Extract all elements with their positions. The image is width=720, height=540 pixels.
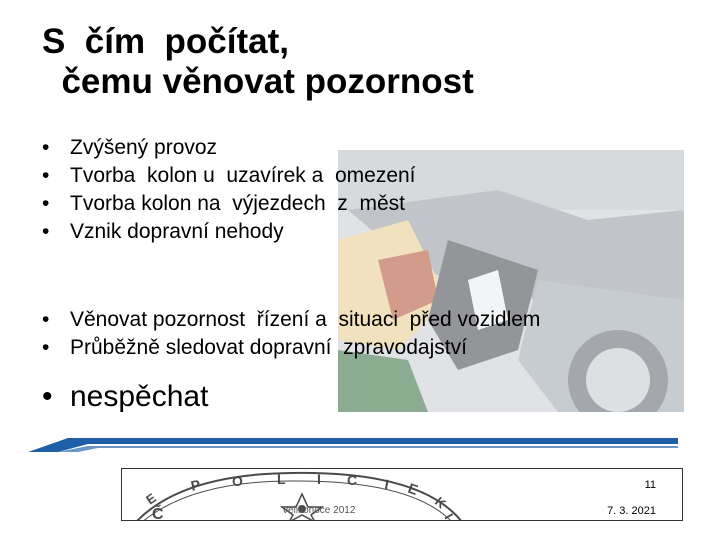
footer — [121, 468, 683, 521]
svg-text:E: E — [405, 479, 421, 499]
police-emblem-icon — [122, 469, 683, 521]
svg-text:E: E — [143, 490, 159, 508]
svg-text:L: L — [277, 471, 286, 487]
footer-text: Velikonoce 2012 — [282, 505, 356, 516]
bullet-item: • Zvýšený provoz — [42, 134, 416, 162]
svg-text:Č: Č — [152, 506, 164, 522]
svg-text:I: I — [441, 511, 457, 522]
bullet-list-considerations — [42, 134, 416, 246]
slide-title: S čím počítat, čemu věnovat pozornost — [42, 22, 474, 101]
bullet-item: • Věnovat pozornost řízení a situaci před vozidlem — [42, 306, 540, 334]
svg-text:P: P — [189, 476, 202, 494]
svg-text:O: O — [232, 473, 243, 489]
svg-text:K: K — [432, 493, 449, 512]
bullet-list-attention — [42, 306, 540, 362]
bullet-item-emphasis: • nespěchat — [42, 378, 208, 416]
footer-date: 7. 3. 2021 — [607, 505, 656, 517]
svg-text:I: I — [317, 471, 321, 487]
bullet-item: • Tvorba kolon u uzavírek a omezení — [42, 162, 416, 190]
bullet-item: • Průběžně sledovat dopravní zpravodajství — [42, 334, 540, 362]
page-number: 11 — [644, 479, 656, 491]
bullet-item: • Vznik dopravní nehody — [42, 218, 416, 246]
svg-text:C: C — [347, 472, 358, 488]
bullet-item: • Tvorba kolon na výjezdech z měst — [42, 190, 416, 218]
svg-text:I: I — [383, 476, 391, 493]
decorative-stripe — [28, 438, 678, 452]
bullet-list-emphasis — [42, 378, 208, 416]
